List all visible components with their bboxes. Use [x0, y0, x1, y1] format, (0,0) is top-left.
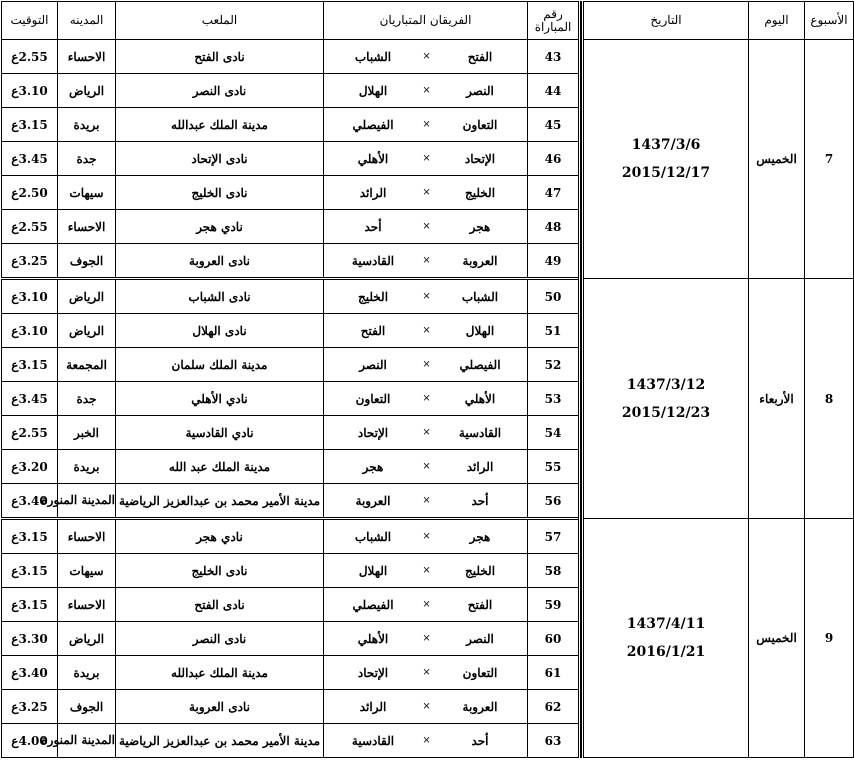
city: الاحساء — [58, 519, 116, 554]
home-team: النصر — [466, 83, 494, 98]
match-number: 47 — [528, 176, 580, 210]
city: المجمعة — [58, 348, 116, 382]
versus-symbol: × — [422, 359, 431, 370]
teams-cell — [324, 279, 528, 314]
teams-cell — [324, 724, 528, 758]
kickoff-time: 3.25ع — [2, 690, 58, 724]
home-team: النصر — [466, 631, 494, 646]
match-number: 53 — [528, 382, 580, 416]
city: بريدة — [58, 656, 116, 690]
away-team: القادسية — [351, 733, 395, 748]
match-number: 62 — [528, 690, 580, 724]
home-team: الفتح — [467, 49, 493, 64]
home-team: هجر — [469, 219, 491, 234]
venue: نادى الشباب — [116, 279, 324, 314]
versus-symbol: × — [422, 153, 431, 164]
match-day: الخميس — [749, 40, 805, 279]
column-gutter — [580, 40, 583, 279]
teams-cell — [324, 74, 528, 108]
home-team: الفيصلي — [459, 357, 501, 372]
venue: نادي القادسية — [116, 416, 324, 450]
venue: نادى النصر — [116, 622, 324, 656]
versus-symbol: × — [422, 735, 431, 746]
venue: نادى العروبة — [116, 690, 324, 724]
away-team: العروبة — [355, 493, 391, 508]
kickoff-time: 3.15ع — [2, 588, 58, 622]
header-gutter — [580, 2, 583, 40]
match-number: 55 — [528, 450, 580, 484]
venue: نادى الإتحاد — [116, 142, 324, 176]
match-number: 54 — [528, 416, 580, 450]
header-match-number: رقم المباراة — [528, 2, 580, 40]
match-day: الخميس — [749, 519, 805, 758]
venue: نادي الأهلي — [116, 382, 324, 416]
home-team: أحد — [471, 493, 489, 508]
match-number: 63 — [528, 724, 580, 758]
teams-cell — [324, 314, 528, 348]
match-date — [583, 519, 749, 758]
kickoff-time: 3.10ع — [2, 74, 58, 108]
city: الاحساء — [58, 210, 116, 244]
city: الاحساء — [58, 588, 116, 622]
home-team: الفتح — [467, 597, 493, 612]
city: المدينة المنورة — [58, 724, 116, 758]
away-team: الإتحاد — [357, 665, 389, 680]
teams-cell — [324, 416, 528, 450]
home-team: الرائد — [466, 459, 494, 474]
city: الرياض — [58, 622, 116, 656]
away-team: الشباب — [354, 49, 392, 64]
venue: مدينة الملك سلمان — [116, 348, 324, 382]
venue: نادي هجر — [116, 210, 324, 244]
away-team: النصر — [359, 357, 387, 372]
match-number: 49 — [528, 244, 580, 279]
home-team: التعاون — [462, 665, 498, 680]
versus-symbol: × — [422, 187, 431, 198]
kickoff-time: 3.40ع — [2, 656, 58, 690]
away-team: الهلال — [358, 563, 388, 578]
header-day: اليوم — [749, 2, 805, 40]
venue: مدينة الملك عبدالله — [116, 656, 324, 690]
city: الخبر — [58, 416, 116, 450]
teams-cell — [324, 690, 528, 724]
versus-symbol: × — [422, 291, 431, 302]
versus-symbol: × — [422, 221, 431, 232]
header-row — [2, 2, 854, 40]
away-team: التعاون — [355, 391, 391, 406]
teams-cell — [324, 40, 528, 74]
versus-symbol: × — [422, 325, 431, 336]
header-week: الأسبوع — [805, 2, 854, 40]
hijri-date: 1437/4/11 — [626, 616, 706, 632]
column-gutter — [580, 519, 583, 758]
away-team: أحد — [364, 219, 382, 234]
city: بريدة — [58, 108, 116, 142]
away-team: الفيصلي — [352, 597, 394, 612]
away-team: الأهلي — [357, 631, 389, 646]
home-team: الشباب — [461, 289, 499, 304]
city: الجوف — [58, 244, 116, 279]
city: جدة — [58, 142, 116, 176]
venue: مدينة الملك عبد الله — [116, 450, 324, 484]
city: الجوف — [58, 690, 116, 724]
home-team: القادسية — [458, 425, 502, 440]
kickoff-time: 3.40ع — [2, 484, 58, 519]
match-day: الأربعاء — [749, 279, 805, 519]
kickoff-time: 2.55ع — [2, 210, 58, 244]
versus-symbol: × — [422, 667, 431, 678]
away-team: الرائد — [359, 185, 387, 200]
venue: مدينة الملك عبدالله — [116, 108, 324, 142]
hijri-date: 1437/3/12 — [626, 376, 706, 393]
venue: نادى الفتح — [116, 588, 324, 622]
match-row — [2, 40, 854, 74]
teams-cell — [324, 244, 528, 279]
week-number: 7 — [805, 40, 854, 279]
kickoff-time: 3.15ع — [2, 108, 58, 142]
versus-symbol: × — [422, 495, 431, 506]
match-number: 57 — [528, 519, 580, 554]
hijri-date: 1437/3/6 — [631, 137, 701, 153]
versus-symbol: × — [422, 255, 431, 266]
match-date — [583, 279, 749, 519]
match-number: 52 — [528, 348, 580, 382]
week-number: 9 — [805, 519, 854, 758]
match-date — [583, 40, 749, 279]
home-team: الخليج — [464, 563, 496, 578]
match-number: 46 — [528, 142, 580, 176]
versus-symbol: × — [422, 85, 431, 96]
match-number: 44 — [528, 74, 580, 108]
gregorian-date: 2015/12/23 — [621, 404, 711, 421]
venue: نادى الفتح — [116, 40, 324, 74]
venue: نادى النصر — [116, 74, 324, 108]
match-number: 56 — [528, 484, 580, 519]
match-schedule-table — [1, 1, 854, 758]
gregorian-date: 2015/12/17 — [621, 165, 711, 181]
match-number: 48 — [528, 210, 580, 244]
header-venue: الملعب — [116, 2, 324, 40]
kickoff-time: 3.45ع — [2, 142, 58, 176]
match-number: 51 — [528, 314, 580, 348]
match-row — [2, 279, 854, 314]
kickoff-time: 3.10ع — [2, 279, 58, 314]
match-number: 45 — [528, 108, 580, 142]
versus-symbol: × — [422, 633, 431, 644]
city: الرياض — [58, 314, 116, 348]
city: سيهات — [58, 554, 116, 588]
away-team: الهلال — [358, 83, 388, 98]
week-number: 8 — [805, 279, 854, 519]
schedule-body — [2, 40, 854, 758]
venue: نادى الهلال — [116, 314, 324, 348]
versus-symbol: × — [422, 427, 431, 438]
kickoff-time: 3.15ع — [2, 348, 58, 382]
away-team: الخليج — [357, 289, 389, 304]
home-team: أحد — [471, 733, 489, 748]
away-team: الشباب — [354, 529, 392, 544]
teams-cell — [324, 656, 528, 690]
teams-cell — [324, 108, 528, 142]
kickoff-time: 3.20ع — [2, 450, 58, 484]
teams-cell — [324, 519, 528, 554]
match-number: 60 — [528, 622, 580, 656]
teams-cell — [324, 348, 528, 382]
kickoff-time: 2.55ع — [2, 416, 58, 450]
home-team: العروبة — [462, 699, 498, 714]
versus-symbol: × — [422, 565, 431, 576]
home-team: الأهلي — [464, 391, 496, 406]
venue: مدينة الأمير محمد بن عبدالعزيز الرياضية — [116, 484, 324, 519]
city: الرياض — [58, 74, 116, 108]
versus-symbol: × — [422, 393, 431, 404]
teams-cell — [324, 210, 528, 244]
venue: نادى الخليج — [116, 176, 324, 210]
home-team: التعاون — [462, 117, 498, 132]
header-city: المدينه — [58, 2, 116, 40]
venue: مدينة الأمير محمد بن عبدالعزيز الرياضية — [116, 724, 324, 758]
match-number: 58 — [528, 554, 580, 588]
kickoff-time: 4.00ع — [2, 724, 58, 758]
teams-cell — [324, 622, 528, 656]
teams-cell — [324, 588, 528, 622]
venue: نادى العروبة — [116, 244, 324, 279]
home-team: الإتحاد — [464, 151, 496, 166]
city: الرياض — [58, 279, 116, 314]
kickoff-time: 3.15ع — [2, 554, 58, 588]
teams-cell — [324, 450, 528, 484]
teams-cell — [324, 176, 528, 210]
teams-cell — [324, 382, 528, 416]
city: المدينة المنورة — [58, 484, 116, 519]
city: الاحساء — [58, 40, 116, 74]
gregorian-date: 2016/1/21 — [626, 644, 706, 660]
kickoff-time: 2.50ع — [2, 176, 58, 210]
kickoff-time: 2.55ع — [2, 40, 58, 74]
versus-symbol: × — [422, 599, 431, 610]
versus-symbol: × — [422, 51, 431, 62]
header-teams: الفريقان المتباريان — [324, 2, 528, 40]
kickoff-time: 3.30ع — [2, 622, 58, 656]
away-team: القادسية — [351, 253, 395, 268]
versus-symbol: × — [422, 461, 431, 472]
city: سيهات — [58, 176, 116, 210]
versus-symbol: × — [422, 531, 431, 542]
match-number: 61 — [528, 656, 580, 690]
kickoff-time: 3.25ع — [2, 244, 58, 279]
venue: نادى الخليج — [116, 554, 324, 588]
header-date: التاريخ — [583, 2, 749, 40]
teams-cell — [324, 142, 528, 176]
away-team: الأهلي — [357, 151, 389, 166]
home-team: الخليج — [464, 185, 496, 200]
away-team: هجر — [362, 459, 384, 474]
away-team: الرائد — [359, 699, 387, 714]
kickoff-time: 3.10ع — [2, 314, 58, 348]
versus-symbol: × — [422, 119, 431, 130]
match-row — [2, 519, 854, 554]
away-team: الإتحاد — [357, 425, 389, 440]
venue: نادي هجر — [116, 519, 324, 554]
away-team: الفيصلي — [352, 117, 394, 132]
kickoff-time: 3.15ع — [2, 519, 58, 554]
home-team: الهلال — [465, 323, 495, 338]
match-number: 50 — [528, 279, 580, 314]
match-number: 59 — [528, 588, 580, 622]
home-team: هجر — [469, 529, 491, 544]
teams-cell — [324, 554, 528, 588]
home-team: العروبة — [462, 253, 498, 268]
away-team: الفتح — [360, 323, 386, 338]
column-gutter — [580, 279, 583, 519]
city: جدة — [58, 382, 116, 416]
kickoff-time: 3.45ع — [2, 382, 58, 416]
header-time: التوقيت — [2, 2, 58, 40]
teams-cell — [324, 484, 528, 519]
city: بريدة — [58, 450, 116, 484]
versus-symbol: × — [422, 701, 431, 712]
match-number: 43 — [528, 40, 580, 74]
